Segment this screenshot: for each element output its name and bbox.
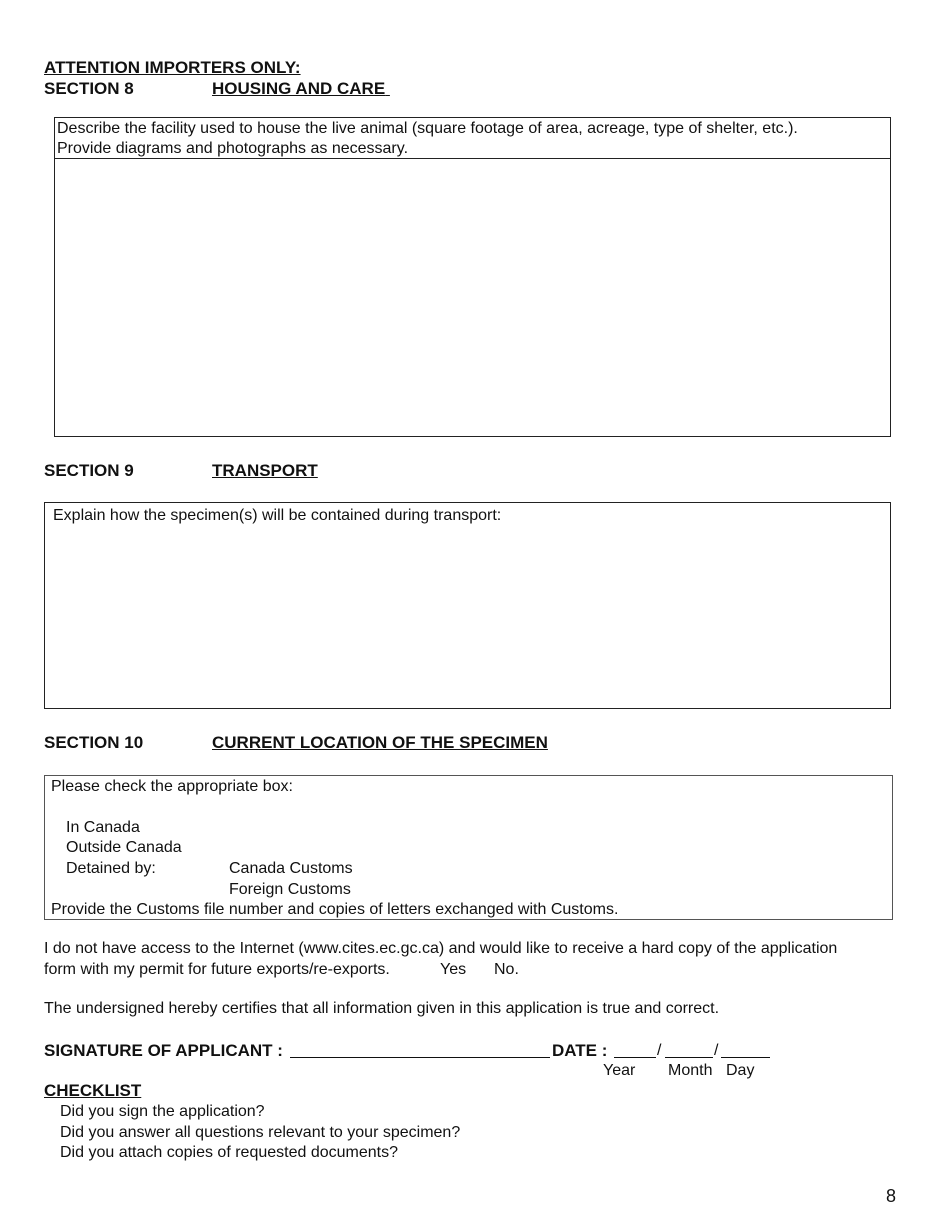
date-slash-2: /	[714, 1042, 719, 1059]
section10-title: CURRENT LOCATION OF THE SPECIMEN	[212, 733, 548, 752]
section9-box[interactable]	[44, 502, 891, 709]
section10-instruction: Please check the appropriate box:	[51, 778, 293, 795]
section8-answer-area[interactable]	[55, 160, 890, 436]
checklist-heading: CHECKLIST	[44, 1081, 142, 1100]
section8-number: SECTION 8	[44, 79, 134, 98]
detained-by-label: Detained by:	[66, 860, 156, 877]
section9-heading	[44, 460, 318, 481]
section8-prompt	[57, 119, 887, 159]
section8-heading	[44, 78, 390, 99]
hardcopy-yes-option[interactable]: Yes	[440, 961, 467, 978]
option-canada-customs[interactable]: Canada Customs	[229, 860, 353, 877]
date-label: DATE :	[552, 1041, 608, 1060]
signature-field[interactable]	[290, 1057, 550, 1058]
checklist-item: Did you attach copies of requested documents?	[60, 1144, 398, 1161]
section10-box	[44, 775, 893, 920]
section8-prompt-line2: Provide diagrams and photographs as necessary.	[57, 140, 409, 157]
certification-statement: The undersigned hereby certifies that all information given in this application is true and correct.	[44, 1000, 720, 1017]
internet-line1: I do not have access to the Internet (www.cites.ec.gc.ca) and would like to receive a hard copy of the application	[44, 940, 838, 957]
section8-prompt-line1: Describe the facility used to house the live animal (square footage of area, acreage, type of shelter, etc.).	[57, 120, 798, 137]
checklist-item: Did you sign the application?	[60, 1103, 265, 1120]
date-day-field[interactable]	[721, 1057, 770, 1058]
section10-heading	[44, 732, 548, 753]
section9-number: SECTION 9	[44, 461, 134, 480]
page-number: 8	[886, 1186, 897, 1206]
hardcopy-no-option[interactable]: No.	[494, 961, 519, 978]
section8-title: HOUSING AND CARE	[212, 79, 386, 98]
date-year-caption: Year	[603, 1062, 636, 1079]
internet-line2: form with my permit for future exports/re-exports.	[44, 961, 390, 978]
attention-heading: ATTENTION IMPORTERS ONLY:	[44, 58, 301, 77]
date-month-caption: Month	[668, 1062, 713, 1079]
section8-divider	[55, 158, 890, 159]
option-outside-canada[interactable]: Outside Canada	[66, 839, 182, 856]
section9-title: TRANSPORT	[212, 461, 318, 480]
section8-box	[54, 117, 891, 437]
date-month-field[interactable]	[665, 1057, 713, 1058]
option-in-canada[interactable]: In Canada	[66, 819, 140, 836]
section9-prompt: Explain how the specimen(s) will be contained during transport:	[53, 507, 502, 524]
date-year-field[interactable]	[614, 1057, 656, 1058]
section10-number: SECTION 10	[44, 733, 144, 752]
checklist-item: Did you answer all questions relevant to your specimen?	[60, 1124, 461, 1141]
date-day-caption: Day	[726, 1062, 755, 1079]
date-slash-1: /	[657, 1042, 662, 1059]
customs-note: Provide the Customs file number and copies of letters exchanged with Customs.	[51, 901, 619, 918]
signature-label: SIGNATURE OF APPLICANT :	[44, 1041, 283, 1060]
option-foreign-customs[interactable]: Foreign Customs	[229, 881, 351, 898]
